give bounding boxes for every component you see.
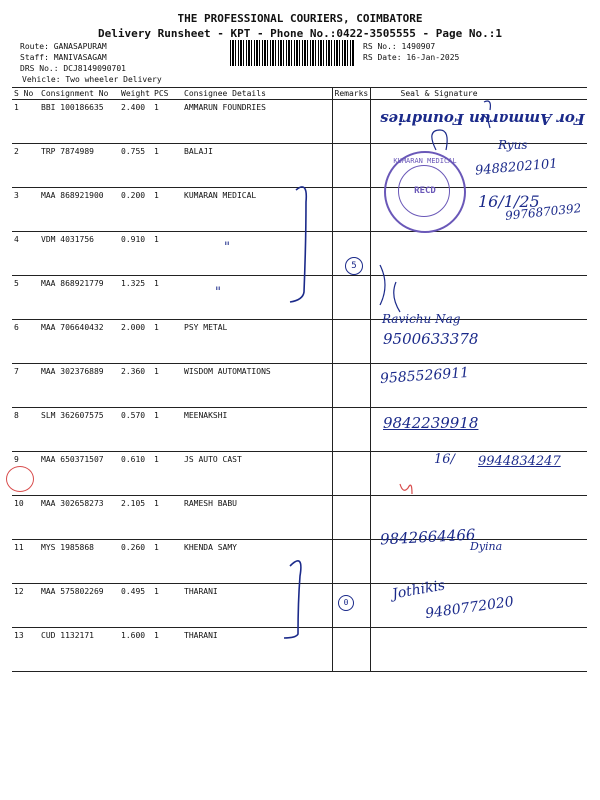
cell-pcs: 1 [152, 144, 182, 188]
handwritten-phone: 9488202101 [474, 156, 559, 179]
staff-label: Staff: MANIVASAGAM [20, 53, 107, 62]
rs-number: RS No.: 1490907 [363, 42, 436, 51]
cell-pcs: 1 [152, 364, 182, 408]
cell-consignment: VDM 4031756 [39, 232, 119, 276]
cell-pcs: 1 [152, 628, 182, 672]
cell-pcs: 1 [152, 232, 182, 276]
handwritten-phone: 9842239918 [383, 414, 479, 432]
cell-pcs: 1 [152, 496, 182, 540]
handwritten-phone: 9480772020 [424, 593, 515, 623]
cell-consignment: MYS 1985868 [39, 540, 119, 584]
handwritten-phone: 9500633378 [383, 330, 479, 348]
cell-consignee: KUMARAN MEDICAL [182, 188, 332, 232]
handwritten-name: Ravichu Nag [382, 312, 461, 326]
cell-weight: 0.910 [119, 232, 152, 276]
col-pcs: PCS [152, 88, 182, 100]
cell-weight: 0.755 [119, 144, 152, 188]
cell-consignment: MAA 575802269 [39, 584, 119, 628]
bracket-mark [290, 187, 306, 302]
cell-consignee: JS AUTO CAST [182, 452, 332, 496]
ammarun-seal-stamp: For Ammarun Foundries [380, 110, 585, 128]
cell-weight: 2.360 [119, 364, 152, 408]
cell-weight: 2.000 [119, 320, 152, 364]
cell-pcs: 1 [152, 408, 182, 452]
cell-weight: 0.260 [119, 540, 152, 584]
cell-consignee: MEENAKSHI [182, 408, 332, 452]
ditto-mark: " [215, 285, 221, 300]
cell-consignment: BBI 100186635 [39, 100, 119, 144]
cell-sno: 2 [12, 144, 39, 188]
cell-consignment: MAA 302376889 [39, 364, 119, 408]
company-title: THE PROFESSIONAL COURIERS, COIMBATORE [177, 12, 423, 25]
cell-consignee: WISDOM AUTOMATIONS [182, 364, 332, 408]
signature-squiggle [432, 101, 491, 150]
cell-weight: 0.200 [119, 188, 152, 232]
cell-sno: 10 [12, 496, 39, 540]
cell-sno: 6 [12, 320, 39, 364]
col-consignment: Consignment No [39, 88, 119, 100]
cell-pcs: 1 [152, 452, 182, 496]
cell-pcs: 1 [152, 276, 182, 320]
handwritten-note: 16/ [434, 452, 455, 467]
signature-squiggle [380, 265, 400, 312]
cell-pcs: 1 [152, 540, 182, 584]
cell-consignment: MAA 868921900 [39, 188, 119, 232]
row-highlight-circle [6, 466, 34, 492]
cell-sno: 12 [12, 584, 39, 628]
remark-circle: 5 [345, 257, 363, 275]
cell-consignment: MAA 706640432 [39, 320, 119, 364]
col-remarks: Remarks [332, 88, 370, 100]
cell-sno: 9 [12, 452, 39, 496]
handwritten-name: Ryus [498, 138, 528, 152]
red-signature [400, 484, 412, 494]
cell-consignment: SLM 362607575 [39, 408, 119, 452]
handwritten-phone: 9585526911 [379, 364, 470, 388]
cell-pcs: 1 [152, 584, 182, 628]
cell-weight: 0.610 [119, 452, 152, 496]
route-label: Route: GANASAPURAM [20, 42, 107, 51]
cell-weight: 0.495 [119, 584, 152, 628]
cell-pcs: 1 [152, 188, 182, 232]
drs-number: DRS No.: DCJ8149090701 [20, 64, 126, 73]
col-seal: Seal & Signature [370, 88, 587, 100]
cell-weight: 1.600 [119, 628, 152, 672]
cell-consignment: MAA 650371507 [39, 452, 119, 496]
col-weight: Weight [119, 88, 152, 100]
cell-sno: 1 [12, 100, 39, 144]
cell-sno: 8 [12, 408, 39, 452]
stamp-ring-text: KUMARAN MEDICAL [393, 157, 457, 165]
runsheet-subtitle: Delivery Runsheet - KPT - Phone No.:0422-3505555 - Page No.:1 [98, 27, 502, 40]
cell-consignment: CUD 1132171 [39, 628, 119, 672]
ditto-mark: " [224, 240, 230, 255]
cell-consignee: AMMARUN FOUNDRIES [182, 100, 332, 144]
cell-consignee: PSY METAL [182, 320, 332, 364]
cell-consignee: KHENDA SAMY [182, 540, 332, 584]
cell-consignment: MAA 868921779 [39, 276, 119, 320]
handwritten-phone: 9842664466 [379, 525, 476, 549]
cell-pcs: 1 [152, 320, 182, 364]
cell-sno: 4 [12, 232, 39, 276]
cell-sno: 11 [12, 540, 39, 584]
handwritten-date: 16/1/25 [478, 192, 540, 211]
cell-sno: 3 [12, 188, 39, 232]
col-sno: S No [12, 88, 39, 100]
handwritten-phone: 9944834247 [478, 454, 561, 469]
handwritten-name: Dyina [470, 540, 503, 553]
rs-date: RS Date: 16-Jan-2025 [363, 53, 460, 62]
cell-sno: 7 [12, 364, 39, 408]
remark-circle: 0 [338, 595, 354, 611]
cell-pcs: 1 [152, 100, 182, 144]
bracket-mark [284, 561, 301, 638]
cell-consignee: THARANI [182, 628, 332, 672]
cell-weight: 2.105 [119, 496, 152, 540]
handwritten-name: Jothikis [391, 577, 447, 603]
cell-sno: 5 [12, 276, 39, 320]
cell-consignment: MAA 302658273 [39, 496, 119, 540]
col-consignee: Consignee Details [182, 88, 332, 100]
cell-weight: 1.325 [119, 276, 152, 320]
cell-consignee: THARANI [182, 584, 332, 628]
stamp-center-text: RECD [414, 186, 436, 196]
cell-consignee: RAMESH BABU [182, 496, 332, 540]
cell-weight: 0.570 [119, 408, 152, 452]
cell-weight: 2.400 [119, 100, 152, 144]
vehicle-label: Vehicle: Two wheeler Delivery [22, 75, 162, 84]
cell-consignment: TRP 7874989 [39, 144, 119, 188]
cell-sno: 13 [12, 628, 39, 672]
cell-consignee: BALAJI [182, 144, 332, 188]
handwritten-phone: 9976870392 [504, 201, 582, 223]
